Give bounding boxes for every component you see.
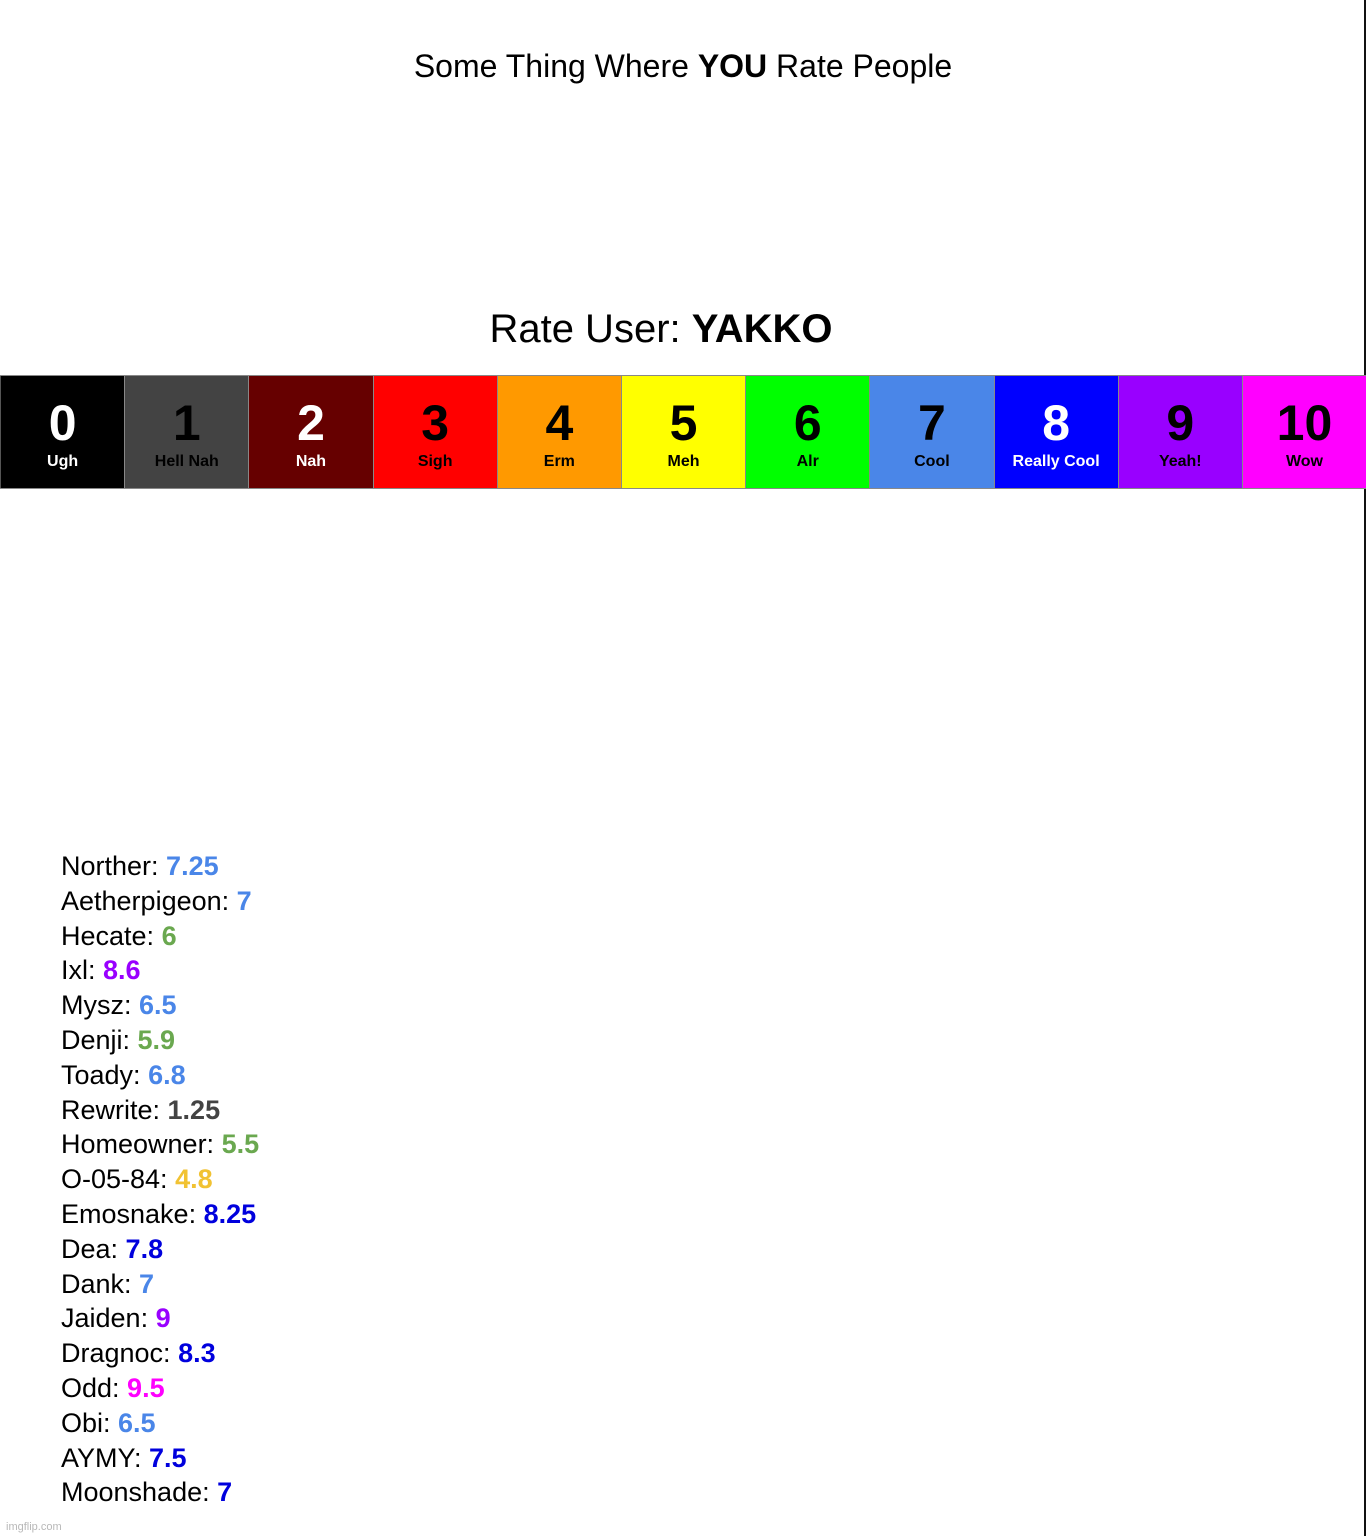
scale-cell-6 — [745, 376, 869, 488]
scale-number: 4 — [545, 395, 574, 451]
rating-item — [61, 1336, 259, 1371]
rating-item — [61, 1093, 259, 1128]
rating-score: 9 — [155, 1303, 171, 1334]
scale-number: 6 — [793, 395, 822, 451]
rating-name: Denji: — [61, 1024, 138, 1055]
rating-score: 7.5 — [149, 1442, 187, 1473]
rating-name: Norther: — [61, 851, 167, 881]
rating-score: 7 — [217, 1477, 233, 1508]
rating-name: Toady: — [61, 1059, 149, 1090]
rating-name: Aetherpigeon: — [61, 885, 237, 916]
rating-score: 5.5 — [221, 1129, 260, 1160]
scale-label: Cool — [914, 453, 950, 470]
scale-cell-3 — [373, 376, 497, 488]
rating-item — [61, 884, 259, 919]
rating-name: Obi: — [61, 1407, 119, 1438]
rating-name: AYMY: — [61, 1442, 150, 1473]
scale-cell-10 — [1242, 376, 1366, 488]
rating-score: 6.5 — [139, 990, 177, 1021]
scale-label: Erm — [543, 453, 575, 470]
rating-score: 7 — [236, 885, 252, 916]
rating-score: 1.25 — [167, 1094, 221, 1125]
scale-number: 7 — [918, 395, 946, 451]
rate-user-prefix: Rate User: — [489, 307, 692, 351]
rating-item — [61, 1162, 259, 1197]
rating-item — [61, 1441, 259, 1476]
scale-cell-0 — [0, 376, 124, 488]
scale-label: Hell Nah — [154, 453, 219, 470]
scale-cell-5 — [621, 376, 745, 488]
scale-number: 3 — [421, 395, 450, 451]
rating-scale — [0, 375, 1366, 489]
title-text-before: Some Thing Where — [413, 48, 698, 84]
rating-score: 8.3 — [178, 1338, 216, 1369]
scale-number: 2 — [297, 395, 325, 451]
watermark: imgflip.com — [6, 1521, 62, 1533]
scale-label: Sigh — [417, 453, 453, 470]
scale-cell-2 — [248, 376, 372, 488]
scale-label: Really Cool — [1012, 453, 1100, 470]
rating-name: Ixl: — [61, 955, 104, 986]
rating-name: Hecate: — [61, 920, 162, 951]
rating-name: Dea: — [61, 1233, 126, 1264]
rating-name: Moonshade: — [61, 1477, 218, 1508]
rate-user-name: YAKKO — [691, 307, 833, 351]
scale-number: 9 — [1166, 395, 1195, 451]
scale-cell-1 — [124, 376, 248, 488]
scale-label: Nah — [295, 453, 327, 470]
scale-number: 0 — [48, 395, 77, 451]
rating-score: 6.8 — [148, 1059, 186, 1090]
rating-item — [61, 1023, 259, 1058]
rating-item — [61, 1301, 259, 1336]
scale-number: 8 — [1042, 395, 1070, 451]
rating-name: Emosnake: — [61, 1198, 204, 1229]
rating-name: Jaiden: — [61, 1303, 156, 1334]
rating-item — [61, 1371, 259, 1406]
scale-label: Ugh — [47, 453, 79, 470]
scale-label: Wow — [1285, 453, 1323, 470]
rating-score: 6.5 — [118, 1407, 156, 1438]
rating-score: 6 — [161, 920, 177, 951]
rating-score: 7.8 — [125, 1233, 164, 1264]
rating-name: Dank: — [61, 1268, 140, 1299]
rating-item — [61, 1127, 259, 1162]
scale-cell-4 — [497, 376, 621, 488]
scale-label: Yeah! — [1158, 453, 1202, 470]
rating-item — [61, 953, 259, 988]
scale-number: 5 — [669, 395, 698, 451]
scale-number: 1 — [172, 395, 201, 451]
rating-name: Rewrite: — [61, 1094, 168, 1125]
rating-score: 9.5 — [127, 1372, 165, 1403]
rate-user-heading — [0, 305, 1322, 353]
rating-item — [61, 919, 259, 954]
rating-item — [61, 1232, 259, 1267]
rating-item — [61, 1197, 259, 1232]
rating-item — [61, 1475, 259, 1510]
scale-number: 10 — [1276, 395, 1333, 451]
rating-score: 8.25 — [203, 1198, 257, 1229]
rating-name: O-05-84: — [61, 1164, 176, 1195]
page-title — [0, 46, 1366, 86]
rating-score: 7 — [139, 1268, 155, 1299]
rating-item — [61, 1058, 259, 1093]
scale-cell-9 — [1118, 376, 1242, 488]
scale-label: Alr — [796, 453, 819, 470]
rating-score: 4.8 — [175, 1164, 213, 1195]
rating-item — [61, 849, 259, 884]
rating-score: 7.25 — [166, 851, 219, 881]
rating-item — [61, 988, 259, 1023]
scale-cell-7 — [869, 376, 993, 488]
rating-name: Homeowner: — [61, 1129, 222, 1160]
title-text-bold: YOU — [697, 48, 768, 84]
rating-name: Mysz: — [61, 990, 139, 1021]
rating-name: Odd: — [61, 1372, 128, 1403]
scale-label: Meh — [667, 453, 700, 470]
rating-item — [61, 1406, 259, 1441]
rating-score: 8.6 — [103, 955, 141, 986]
title-text-after: Rate People — [767, 48, 953, 84]
rating-name: Dragnoc: — [61, 1338, 179, 1369]
scale-cell-8 — [994, 376, 1118, 488]
rating-score: 5.9 — [137, 1024, 176, 1055]
rating-item — [61, 1267, 259, 1302]
ratings-list — [61, 849, 259, 1510]
